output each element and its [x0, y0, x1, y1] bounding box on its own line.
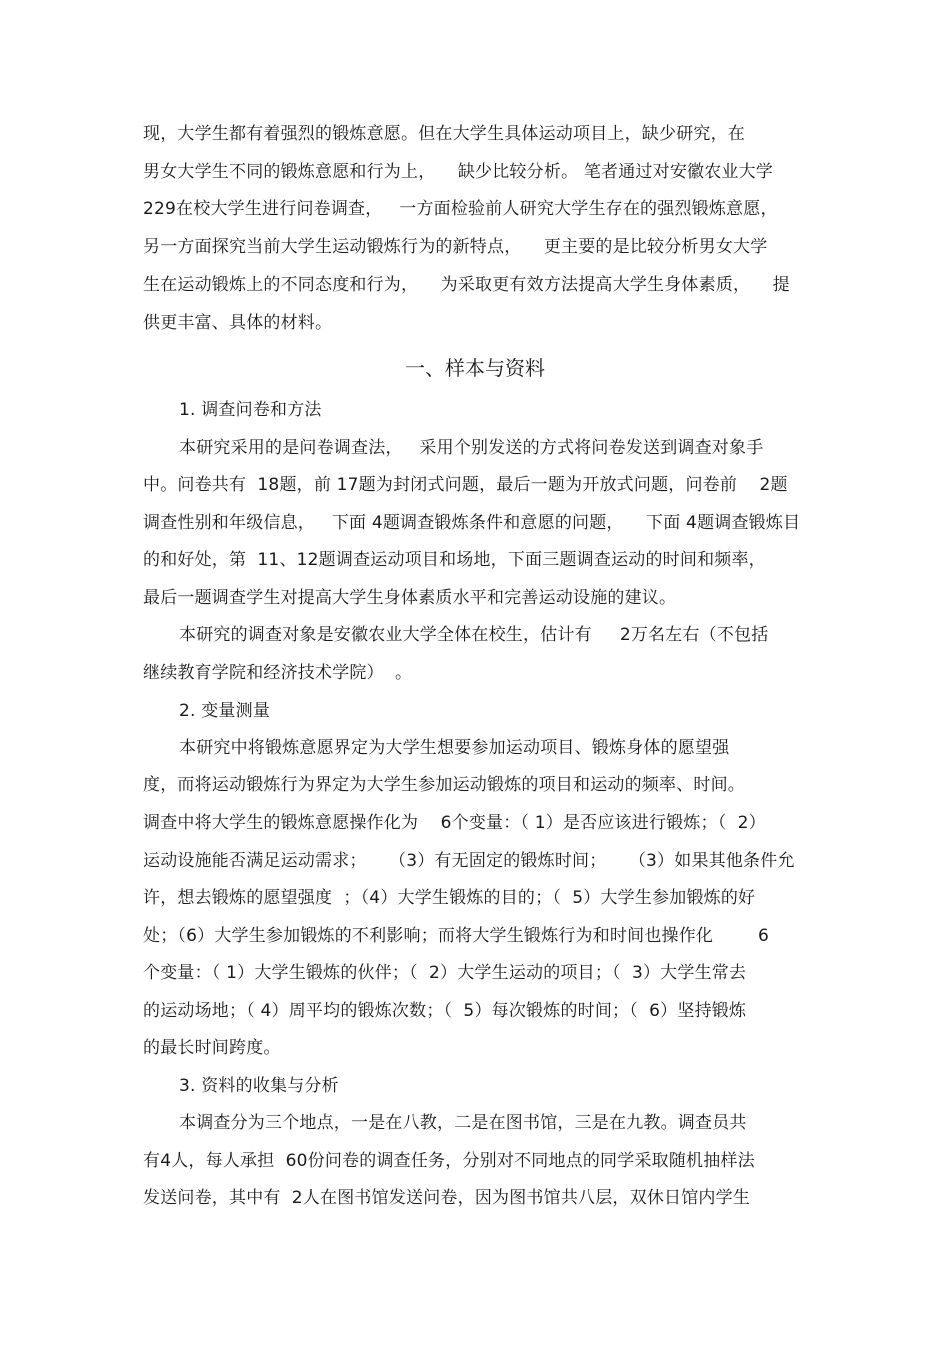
sub2-line-6: 处；（6）大学生参加锻炼的不利影响；而将大学生锻炼行为和时间也操作化 6: [143, 926, 769, 946]
intro-line-6: 供更丰富、具体的材料。: [143, 313, 333, 333]
sub2-line-9: 的最长时间跨度。: [143, 1038, 281, 1058]
sub2-line-7: 个变量：（ 1）大学生锻炼的伙伴；（ 2）大学生运动的项目；（ 3）大学生常去: [143, 963, 747, 983]
sub3-line-2: 有4人，每人承担 60份问卷的调查任务，分别对不同地点的同学采取随机抽样法: [143, 1151, 755, 1171]
intro-line-5: 生在运动锻炼上的不同态度和行为， 为采取更有效方法提高大学生身体素质， 提: [143, 275, 790, 295]
sub1-line-4: 的和好处，第 11、12题调查运动项目和场地，下面三题调查运动的时间和频率，: [143, 550, 766, 570]
subsection-3-title: 3. 资料的收集与分析: [179, 1076, 339, 1096]
sub2-line-4: 运动设施能否满足运动需求； （3）有无固定的锻炼时间； （3）如果其他条件允: [143, 851, 795, 871]
intro-line-3: 229在校大学生进行问卷调查， 一方面检验前人研究大学生存在的强烈锻炼意愿，: [143, 199, 778, 219]
sub2-line-2: 度，而将运动锻炼行为界定为大学生参加运动锻炼的项目和运动的频率、时间。: [143, 775, 745, 795]
sub3-line-3: 发送问卷，其中有 2人在图书馆发送问卷，因为图书馆共八层，双休日馆内学生: [143, 1188, 751, 1208]
subsection-1-title: 1. 调查问卷和方法: [179, 400, 322, 420]
subsection-2-title: 2. 变量测量: [179, 701, 271, 721]
sub1-line-1: 本研究采用的是问卷调查法， 采用个别发送的方式将问卷发送到调查对象手: [179, 438, 764, 458]
sub2-line-5: 许，想去锻炼的愿望强度 ；（4）大学生锻炼的目的；（ 5）大学生参加锻炼的好: [143, 888, 756, 908]
sub1-line-5: 最后一题调查学生对提高大学生身体素质水平和完善运动设施的建议。: [143, 588, 677, 608]
sub3-line-1: 本调查分为三个地点，一是在八教，二是在图书馆，三是在九教。调查员共: [179, 1113, 747, 1133]
section-title: 一、样本与资料: [405, 356, 545, 380]
sub1-line-7: 继续教育学院和经济技术学院） 。: [143, 663, 413, 683]
sub1-line-3: 调查性别和年级信息， 下面 4题调查锻炼条件和意愿的问题， 下面 4题调查锻炼目: [143, 513, 801, 533]
intro-line-1: 现，大学生都有着强烈的锻炼意愿。但在大学生具体运动项目上，缺少研究，在: [143, 124, 745, 144]
sub2-line-3: 调查中将大学生的锻炼意愿操作化为 6个变量：（ 1）是否应该进行锻炼；（ 2）: [143, 813, 766, 833]
sub1-line-2: 中。问卷共有 18题，前 17题为封闭式问题，最后一题为开放式问题，问卷前 2题: [143, 475, 788, 495]
sub2-line-1: 本研究中将锻炼意愿界定为大学生想要参加运动项目、锻炼身体的愿望强: [179, 738, 730, 758]
intro-line-4: 另一方面探究当前大学生运动锻炼行为的新特点， 更主要的是比较分析男女大学: [143, 237, 768, 257]
intro-line-2: 男女大学生不同的锻炼意愿和行为上， 缺少比较分析。 笔者通过对安徽农业大学: [143, 162, 774, 182]
sub1-line-6: 本研究的调查对象是安徽农业大学全体在校生，估计有 2万名左右（不包括: [179, 625, 769, 645]
sub2-line-8: 的运动场地；（ 4）周平均的锻炼次数；（ 5）每次锻炼的时间；（ 6）坚持锻炼: [143, 1001, 747, 1021]
